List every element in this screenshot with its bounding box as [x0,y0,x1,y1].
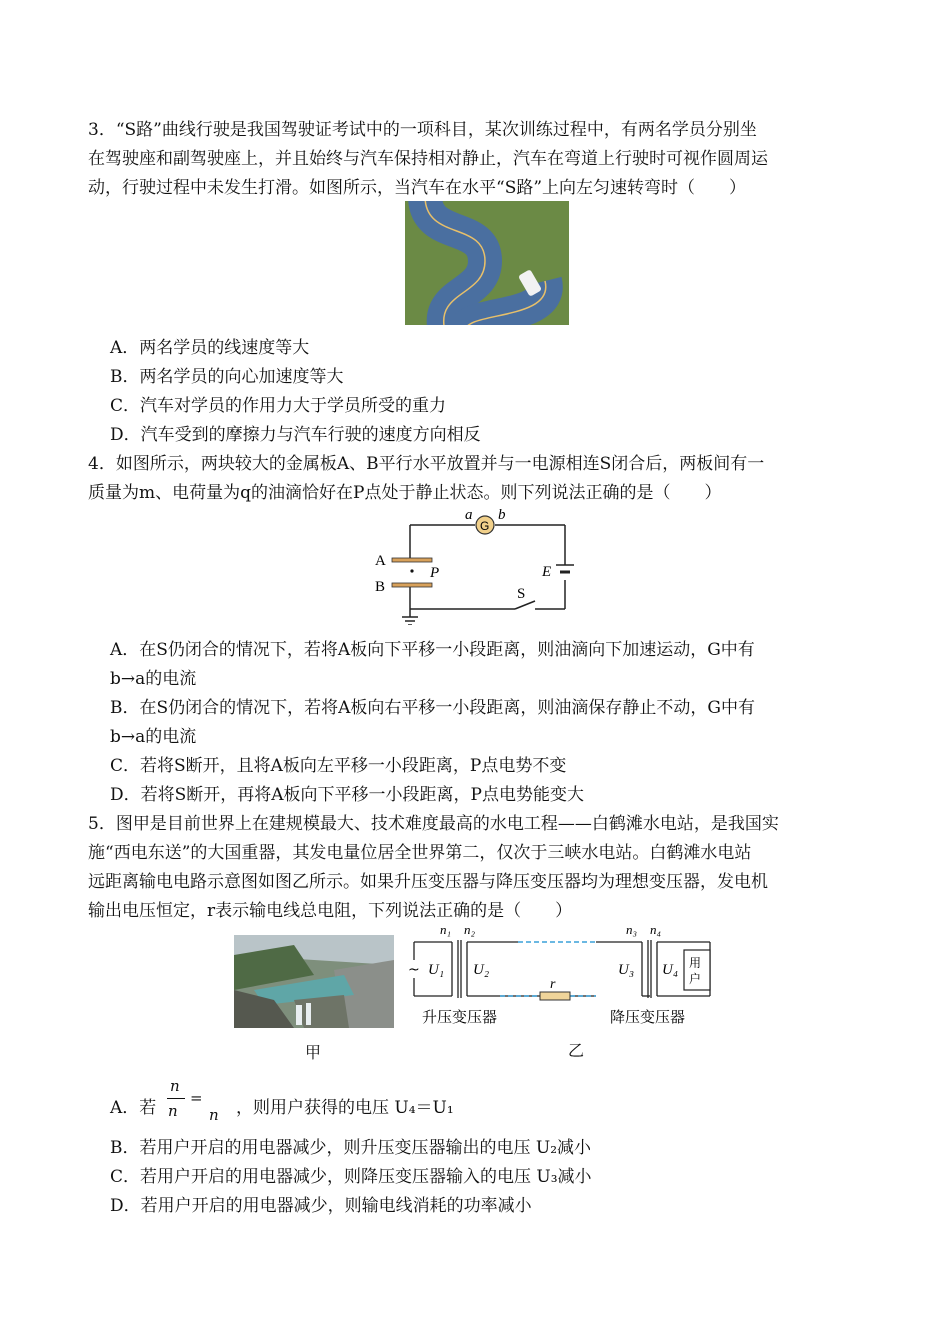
q5-option-a-prefix[interactable]: A．若 [110,1098,157,1118]
label-u4: U₄ [662,962,679,978]
transmission-circuit-diagram [400,920,720,1032]
label-b: b [498,507,506,523]
q4-option-a-cont: b→a的电流 [110,669,197,689]
q5-option-b[interactable]: B．若用户开启的用电器减少，则升压变压器输出的电压 U₂减小 [110,1138,592,1158]
q5-option-c[interactable]: C．若用户开启的用电器减少，则降压变压器输入的电压 U₃减小 [110,1167,592,1187]
q5-option-a-rest: ，则用户获得的电压 U₄＝U₁ [236,1098,454,1118]
label-n1: n₁ [440,922,452,937]
caption-jia: 甲 [305,1043,322,1062]
q3-option-d[interactable]: D．汽车受到的摩擦力与汽车行驶的速度方向相反 [110,425,481,445]
label-user-1: 用 [689,956,702,970]
q3-line-2: 在驾驶座和副驾驶座上，并且始终与汽车保持相对静止，汽车在弯道上行驶时可视作圆周运 [88,149,768,169]
label-user-2: 户 [689,972,702,986]
q5-line-1: 5．图甲是目前世界上在建规模最大、技术难度最高的水电工程——白鹤滩水电站，是我国实 [88,814,779,834]
label-step-down: 降压变压器 [610,1008,686,1026]
q5-line-4: 输出电压恒定，r表示输电线总电阻，下列说法正确的是（ ） [88,901,573,921]
label-u1: U₁ [428,962,445,978]
label-n4: n₄ [650,922,662,937]
q5-option-d[interactable]: D．若用户开启的用电器减少，则输电线消耗的功率减小 [110,1196,532,1216]
q4-option-b[interactable]: B．在S仍闭合的情况下，若将A板向右平移一小段距离，则油滴保存静止不动，G中有 [110,698,755,718]
fraction-n1-n2: n n = n [168,1077,219,1124]
q3-option-b[interactable]: B．两名学员的向心加速度等大 [110,367,344,387]
label-plate-a: A [375,553,386,569]
q4-option-c[interactable]: C．若将S断开，且将A板向左平移一小段距离，P点电势不变 [110,756,567,776]
label-g: G [480,519,490,533]
label-s: S [517,586,526,602]
caption-yi: 乙 [568,1041,585,1060]
s-road-image [405,201,569,325]
label-u3: U₃ [618,962,635,978]
ac-source-icon: ~ [408,962,420,978]
q3-line-1: 3．“S路”曲线行驶是我国驾驶证考试中的一项科目，某次训练过程中，有两名学员分别坐 [88,120,757,140]
q4-line-2: 质量为m、电荷量为q的油滴恰好在P点处于静止状态。则下列说法正确的是（ ） [88,483,722,503]
q5-line-2: 施“西电东送”的大国重器，其发电量位居全世界第二，仅次于三峡水电站。白鹤滩水电站 [88,843,752,863]
q3-option-a[interactable]: A．两名学员的线速度等大 [110,338,310,358]
label-plate-b: B [375,579,386,595]
q4-option-d[interactable]: D．若将S断开，再将A板向下平移一小段距离，P点电势能变大 [110,785,584,805]
q4-option-b-cont: b→a的电流 [110,727,197,747]
label-e: E [542,564,552,580]
label-r: r [550,977,556,992]
q5-line-3: 远距离输电电路示意图如图乙所示。如果升压变压器与降压变压器均为理想变压器，发电机 [88,872,768,892]
label-a: a [465,507,473,523]
q3-option-c[interactable]: C．汽车对学员的作用力大于学员所受的重力 [110,396,447,416]
q4-option-a[interactable]: A．在S仍闭合的情况下，若将A板向下平移一小段距离，则油滴向下加速运动，G中有 [110,640,755,660]
label-n3: n₃ [626,922,638,937]
q3-line-3: 动，行驶过程中未发生打滑。如图所示，当汽车在水平“S路”上向左匀速转弯时（ ） [88,178,747,198]
capacitor-circuit-diagram [370,505,580,625]
label-u2: U₂ [473,962,490,978]
label-p: P [430,565,440,581]
dam-photo [234,935,394,1028]
label-n2: n₂ [464,922,476,937]
q4-line-1: 4．如图所示，两块较大的金属板A、B平行水平放置并与一电源相连S闭合后，两板间有一 [88,454,765,474]
label-step-up: 升压变压器 [422,1008,498,1026]
